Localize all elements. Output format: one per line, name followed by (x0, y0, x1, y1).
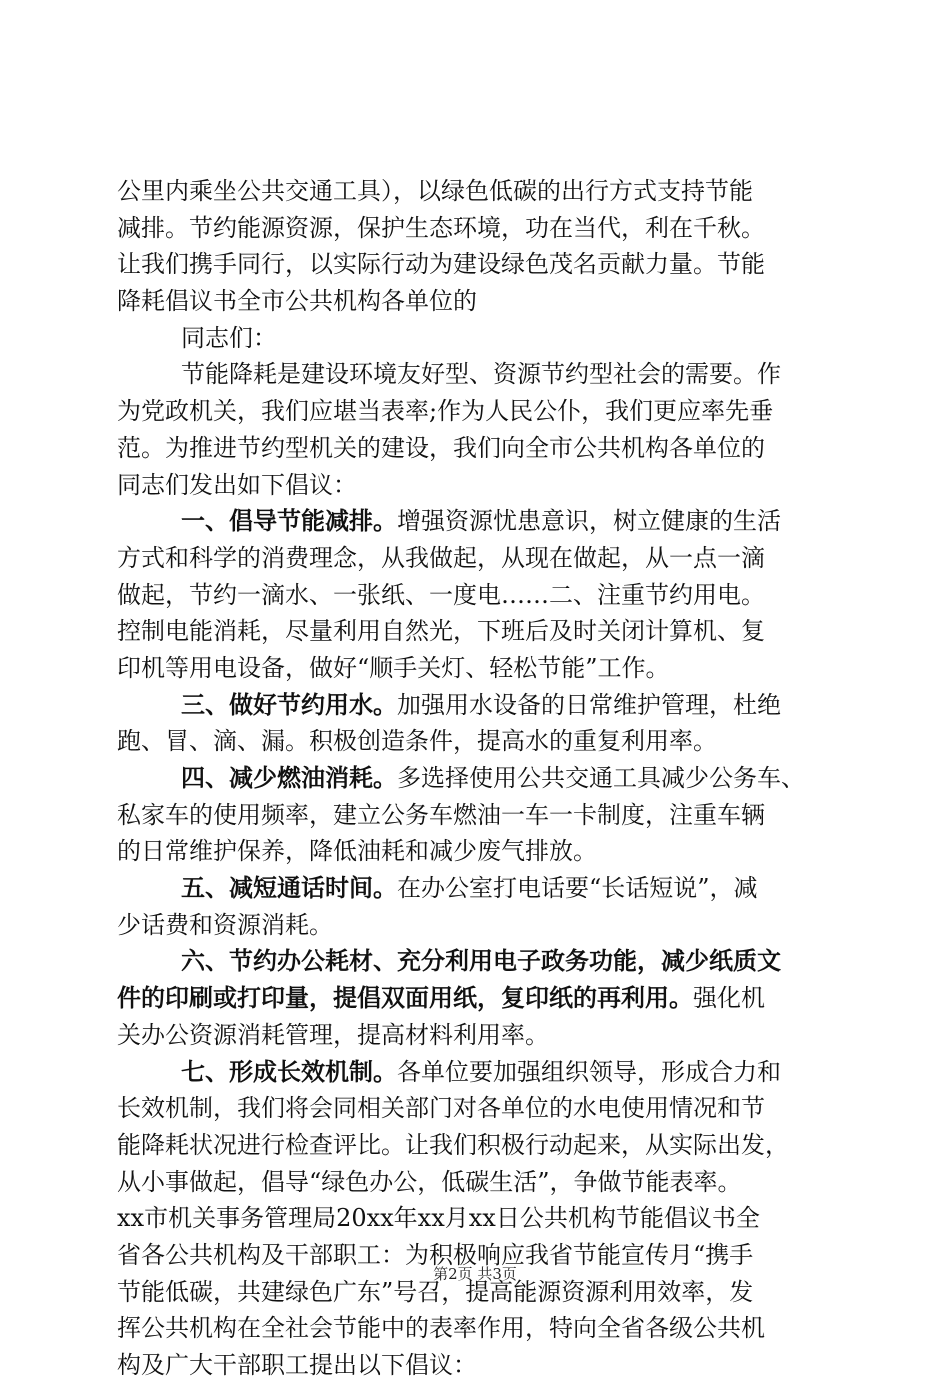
text-line: 从小事做起，倡导“绿色办公，低碳生活”，争做节能表率。 (117, 1167, 742, 1196)
text-line: 省各公共机构及干部职工：为积极响应我省节能宣传月“携手 (117, 1240, 754, 1269)
proposal-heading-6 (117, 943, 833, 980)
proposal-title: 一、倡导节能减排。 (181, 506, 397, 536)
proposal-title: 四、减少燃油消耗。 (181, 763, 397, 792)
text-line: 件的印刷或打印量，提倡双面用纸，复印纸的再利用。强化机 (117, 983, 765, 1013)
text-line: 印机等用电设备，做好“顺手关灯、轻松节能”工作。 (117, 653, 670, 682)
proposal-heading-1: 一、倡导节能减排。增强资源忧患意识，树立健康的生活 (181, 506, 781, 536)
text-line: 跑、冒、滴、漏。积极创造条件，提高水的重复利用率。 (117, 727, 717, 756)
text-line: 方式和科学的消费理念，从我做起，从现在做起，从一点一滴 (117, 543, 765, 572)
text-line: 控制电能消耗，尽量利用自然光，下班后及时关闭计算机、复 (117, 617, 765, 646)
proposal-heading-3: 三、做好节约用水。加强用水设备的日常维护管理，杜绝 (181, 689, 781, 719)
page-number: 第2页 共3页 (433, 1265, 517, 1283)
text-line: 少话费和资源消耗。 (117, 910, 333, 939)
text-line: 减排。节约能源资源，保护生态环境，功在当代，利在千秋。 (117, 213, 765, 242)
text-line: xx市机关事务管理局20xx年xx月xx日公共机构节能倡议书全 (117, 1204, 760, 1233)
text-line: 降耗倡议书全市公共机构各单位的 (117, 287, 477, 316)
proposal-title: 五、减短通话时间。 (181, 873, 397, 903)
text-line: 节能低碳，共建绿色广东”号召，提高能源资源利用效率，发 (117, 1277, 754, 1306)
proposal-title: 七、形成长效机制。 (181, 1056, 397, 1086)
text-line: 范。为推进节约型机关的建设，我们向全市公共机构各单位的 (117, 433, 765, 462)
document-body (117, 173, 833, 1384)
proposal-title: 三、做好节约用水。 (181, 689, 397, 719)
text-line: 长效机制，我们将会同相关部门对各单位的水电使用情况和节 (117, 1094, 765, 1123)
text-line: 的日常维护保养，降低油耗和减少废气排放。 (117, 837, 597, 866)
proposal-title-continued: 件的印刷或打印量，提倡双面用纸，复印纸的再利用。 (117, 983, 693, 1013)
text-line: 为党政机关，我们应堪当表率;作为人民公仆，我们更应率先垂 (117, 397, 774, 426)
proposal-heading-4: 四、减少燃油消耗。多选择使用公共交通工具减少公务车、 (181, 763, 805, 792)
text-line: 公里内乘坐公共交通工具），以绿色低碳的出行方式支持节能 (117, 177, 753, 205)
proposal-title: 六、节约办公耗材、充分利用电子政务功能，减少纸质文 (181, 946, 781, 976)
text-line: 挥公共机构在全社会节能中的表率作用，特向全省各级公共机 (117, 1314, 765, 1343)
text-line: 同志们发出如下倡议： (117, 470, 357, 499)
text-line: 做起，节约一滴水、一张纸、一度电……二、注重节约用电。 (117, 580, 765, 609)
text-line: 节能降耗是建设环境友好型、资源节约型社会的需要。作 (181, 360, 781, 389)
text-line: 关办公资源消耗管理，提高材料利用率。 (117, 1020, 549, 1049)
text-line: 私家车的使用频率，建立公务车燃油一车一卡制度，注重车辆 (117, 800, 765, 829)
text-line: 让我们携手同行，以实际行动为建设绿色茂名贡献力量。节能 (117, 250, 765, 279)
text-line: 能降耗状况进行检查评比。让我们积极行动起来，从实际出发， (117, 1130, 789, 1159)
text-line: 构及广大干部职工提出以下倡议： (117, 1351, 477, 1379)
proposal-heading-5: 五、减短通话时间。在办公室打电话要“长话短说”，减 (181, 873, 758, 903)
proposal-heading-7: 七、形成长效机制。各单位要加强组织领导，形成合力和 (181, 1056, 781, 1086)
salutation: 同志们： (181, 323, 277, 352)
